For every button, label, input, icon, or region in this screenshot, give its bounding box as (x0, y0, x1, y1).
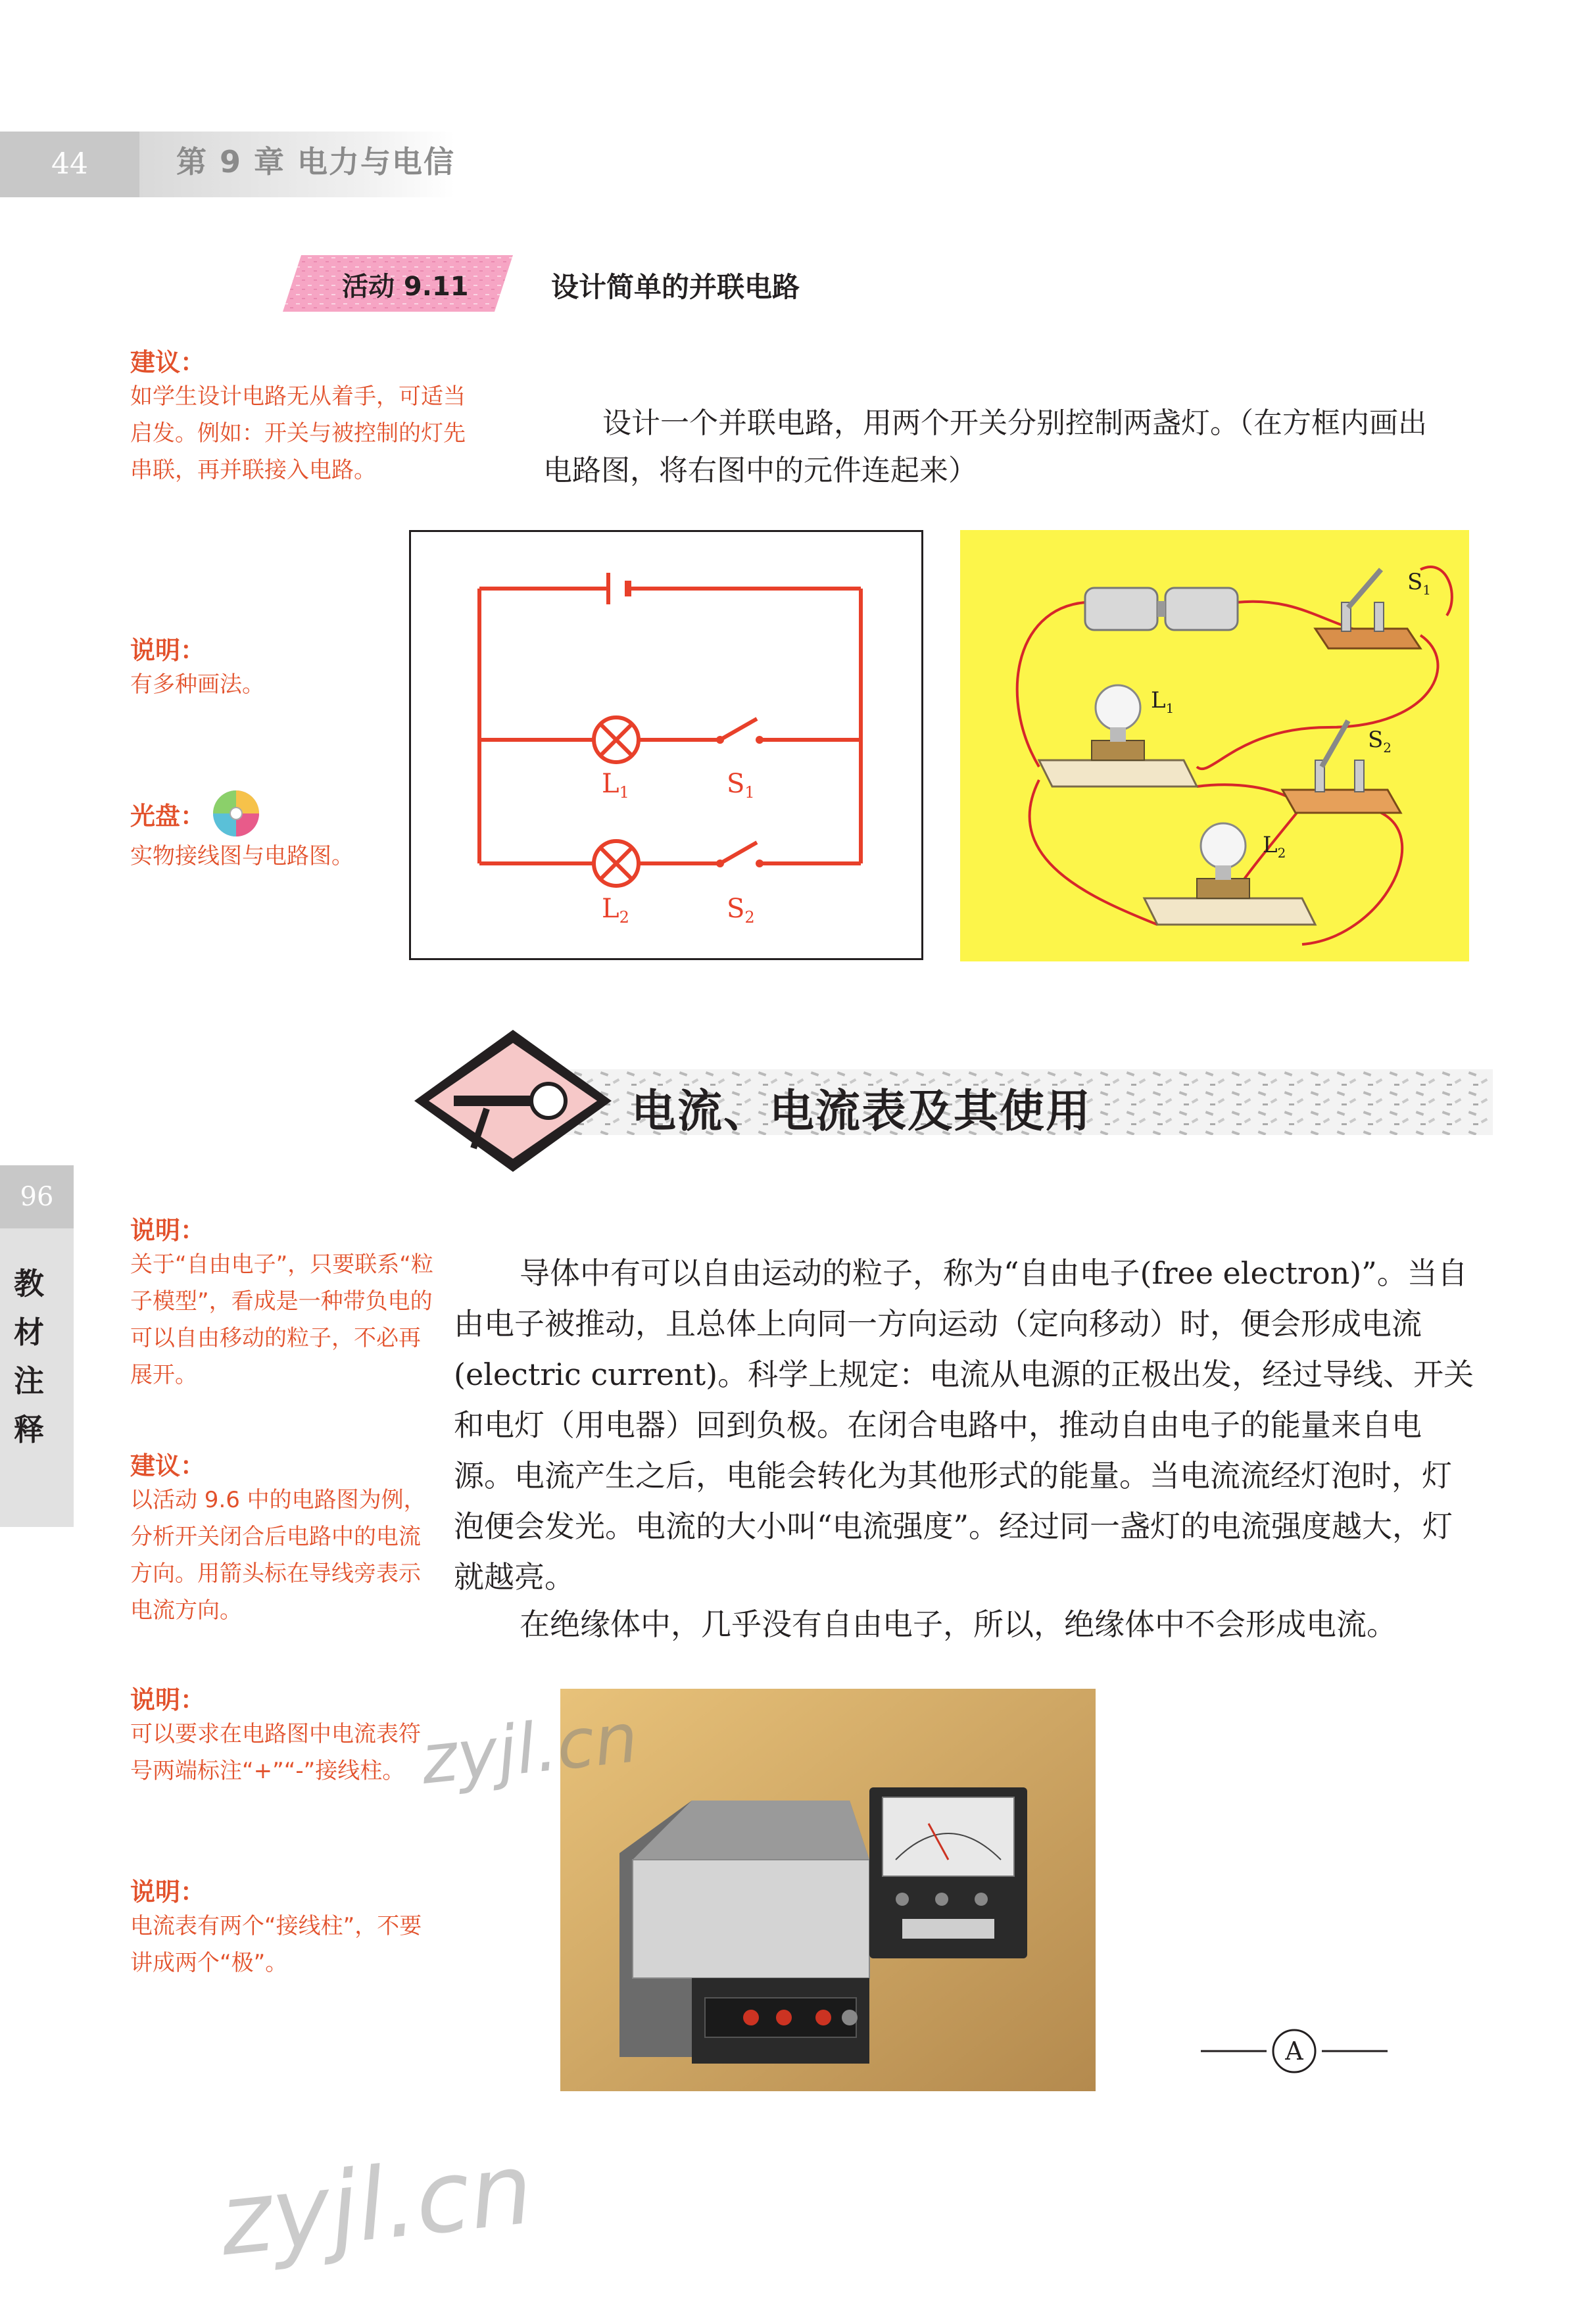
body-paragraph-1: 导体中有可以自由运动的粒子，称为“自由电子(free electron)”。当自由电子被推动，且总体上向同一方向运动（定向移动）时，便会形成电流(electric current)。科学上规定：电流从电源的正极出发，经过导线、开关和电灯（用电器）回到负极。在闭合电路中，推动自由电子的能量来自电源。电流产生之后，电能会转化为其他形式的能量。当电流流经灯泡时，灯泡便会发光。电流的大小叫“电流强度”。经过同一盏灯的电流强度越大，灯就越亮。 (454, 1255, 1474, 1595)
chapter-title: 第 9 章 电力与电信 (176, 144, 456, 180)
body-paragraph-2: 在绝缘体中，几乎没有自由电子，所以，绝缘体中不会形成电流。 (520, 1607, 1397, 1642)
switch1-label: $S_1$ (727, 769, 755, 802)
side-note-suggestion-2 (130, 1445, 439, 1629)
photo-l1-label: $L_1$ (1151, 687, 1175, 716)
note-text: 实物接线图与电路图。 (130, 843, 354, 869)
lamp2-label: $L_2$ (602, 894, 629, 927)
ammeter-icon (869, 1787, 1027, 1958)
note-heading: 建议： (130, 1451, 206, 1480)
lamp1-label: $L_1$ (602, 769, 629, 802)
note-text: 关于“自由电子”，只要联系“粒子模型”，看成是一种带负电的可以自由移动的粒子，不必再展开。 (130, 1251, 433, 1388)
activity-body: 设计一个并联电路，用两个开关分别控制两盏灯。（在方框内画出电路图，将右图中的元件连起来） (543, 406, 1427, 487)
note-heading: 光盘： (130, 801, 206, 831)
note-heading: 说明： (130, 1877, 206, 1906)
side-note-explanation-4 (130, 1872, 439, 1981)
switch-icon (1315, 569, 1420, 648)
note-text: 如学生设计电路无从着手，可适当启发。例如：开关与被控制的灯先串联，再并联接入电路。 (130, 383, 466, 483)
side-tab-number: 96 (20, 1182, 54, 1212)
wiring-components-illustration (960, 530, 1469, 961)
marker-letter: A (1285, 2037, 1303, 2066)
watermark: zyjl.cn (214, 2131, 538, 2279)
battery-icon (1085, 588, 1238, 630)
side-tab-char: 注 (14, 1363, 44, 1399)
cd-icon (212, 789, 260, 838)
activity-tag-label: 活动 9.11 (342, 272, 469, 302)
note-text: 电流表有两个“接线柱”，不要讲成两个“极”。 (130, 1913, 422, 1976)
side-note-explanation-2 (130, 1210, 439, 1393)
photo-l2-label: $L_2$ (1263, 832, 1286, 861)
switch2-label: $S_2$ (727, 894, 755, 927)
note-text: 可以要求在电路图中电流表符号两端标注“+”“-”接线柱。 (130, 1721, 421, 1784)
note-text: 以活动 9.6 中的电路图为例，分析开关闭合后电路中的电流方向。用箭头标在导线旁表示电流方向。 (130, 1487, 426, 1624)
note-heading: 说明： (130, 636, 206, 665)
ammeter-icon (619, 1801, 869, 2064)
photo-s2-label: $S_2$ (1368, 727, 1392, 756)
circuit-diagram-box (409, 530, 923, 960)
side-note-suggestion-1 (130, 342, 479, 489)
activity-title: 设计简单的并联电路 (551, 271, 800, 303)
section-title: 电流、电流表及其使用 (631, 1085, 1092, 1138)
side-tab-char: 材 (14, 1315, 44, 1350)
side-note-explanation-3 (130, 1680, 439, 1789)
ammeter-photo (560, 1689, 1096, 2091)
side-tab-char: 释 (14, 1412, 44, 1447)
side-note-explanation-1 (130, 630, 393, 703)
page-number: 44 (51, 147, 88, 181)
watermark: zyjl.cn (417, 1697, 642, 1800)
note-heading: 建议： (130, 348, 206, 377)
parallel-circuit-diagram (411, 532, 921, 958)
note-text: 有多种画法。 (130, 671, 264, 698)
side-tab-char: 教 (14, 1266, 44, 1301)
lamp-icon (1144, 823, 1315, 925)
photo-s1-label: $S_1$ (1407, 569, 1432, 598)
section-marker (1201, 2028, 1388, 2074)
note-heading: 说明： (130, 1685, 206, 1714)
note-heading: 说明： (130, 1216, 206, 1245)
